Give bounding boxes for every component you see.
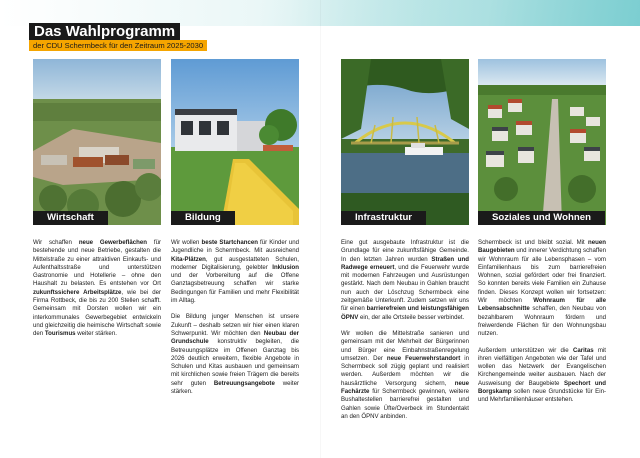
section-paragraph: Wir wollen beste Startchancen für Kinder und Jugendliche in Schermbeck. Mit ausreichend Kita-Plätzen, gut ausgestatteten Schulen, moderner Digitalisierung, gelebter Inklusion und der Vorbereitung auf die Offene Ganztagsbetreuung schaffen wir starke Bedingungen für Familien und mehr Flexibilität im Alltag.: [171, 239, 300, 305]
section-label: Wirtschaft: [33, 211, 108, 225]
section-text: [171, 239, 299, 396]
section-text: [33, 239, 161, 339]
housing-area-photo: [478, 59, 606, 225]
school-building-photo: [171, 59, 299, 225]
section-paragraph: Eine gut ausgebaute Infrastruktur ist die Grundlage für eine zukunftsfähige Gemeinde. In den letzten Jahren wurden Straßen und Radwege erneuert, und die Feuerwehr wurde mit modernen Fahrzeugen und Ausrüstungen gestärkt. Nach dem Neubau in Gahlen braucht nun auch der Löschzug Schermbeck eine zeitgemäße Unterkunft. Zudem setzen wir uns für einen barrierefreien und leistungsfähigen ÖPNV ein, der alle Ortsteile besser verbindet.: [341, 239, 469, 321]
section-label: Bildung: [171, 211, 235, 225]
page-title: Das Wahlprogramm: [29, 23, 180, 40]
bridge-canal-photo: [341, 59, 469, 225]
section-paragraph: Wir schaffen neue Gewerbeflächen für bestehende und neue Betriebe, gestalten die Mittelstraße zu einer attraktiven Einkaufs- und Aufenthaltsstraße und unterstützen Gastronomie und Hotellerie – ohne den Haushalt zu belasten. Es entstehen vor Ort zukunftssichere Arbeitsplätze, wie bei der Firma Rottbeck, die bis zu 200 Stellen schafft. Gemeinsam mit Dorsten wollen wir ein interkommunales Gewerbegebiet entwickeln und gleichzeitig die heimische Wirtschaft sowie den Tourismus weiter stärken.: [33, 239, 162, 338]
section-label: Soziales und Wohnen: [478, 211, 605, 225]
teal-stripe: [260, 0, 640, 26]
section-text: [478, 239, 606, 405]
section-bildung: [171, 59, 299, 396]
section-paragraph: Die Bildung junger Menschen ist unsere Zukunft – deshalb setzen wir hier einen klaren Schwerpunkt. Wir möchten den Neubau der Grundschule konstruktiv begleiten, die Betreuungsplätze im Offenen Ganztag bis 2026 deutlich erweitern, flexible Angebote in Schulen und Kitas ausbauen und gemeinsam mit kirchlichen sowie freien Trägern die bereits sehr guten Betreuungsangebote weiter stärken.: [171, 313, 299, 396]
section-infrastruktur: [341, 59, 469, 421]
section-paragraph: Außerdem unterstützen wir die Caritas mit ihren vielfältigen Angeboten wie der Tafel und wollen das Netzwerk der Evangelischen Kirchengemeinde weiter ausbauen. Nach der Ausweisung der Baugebiete Spechort und Borgskamp sollen neue Grundstücke für Ein- und Mehrfamilienhäuser entstehen.: [478, 346, 606, 404]
section-text: [341, 239, 469, 421]
section-paragraph: Wir wollen die Mittelstraße sanieren und gemeinsam mit der Mehrheit der Bürgerinnen und Bürger eine Einbahnstraßenregelung umsetzen. Der neue Feuerwehrstandort in Schermbeck soll zügig geplant und realisiert werden. Außerdem möchten wir die hausärztliche Versorgung sichern, neue Fachärzte für Schermbeck gewinnen, weitere Bushaltestellen barrierefrei gestalten und Gahlen sowie Üfte/Overbeck im Stundentakt an den ÖPNV anbinden.: [341, 329, 469, 420]
section-label: Infrastruktur: [341, 211, 426, 225]
section-paragraph: Schermbeck ist und bleibt sozial. Mit neuen Baugebieten und innerer Verdichtung schaffen wir Wohnraum für alle Lebensphasen – vom Einfamilienhaus bis zum barrierefreien Wohnen, sozial gefördert oder frei finanziert. So konnten bereits viele Familien ein Zuhause finden. Dieses Konzept wollen wir fortsetzen: Wir möchten Wohnraum für alle Lebensabschnitte schaffen, den Neubau von bezahlbarem Wohnraum fördern und freiwerdende Flächen für den Wohnungsbau nutzen.: [478, 239, 606, 338]
section-soziales-wohnen: [478, 59, 606, 405]
industrial-area-photo: [33, 59, 161, 225]
section-wirtschaft: [33, 59, 161, 339]
page-subtitle: der CDU Schermbeck für den Zeitraum 2025-2030: [29, 40, 207, 51]
page-gutter: [320, 0, 321, 458]
